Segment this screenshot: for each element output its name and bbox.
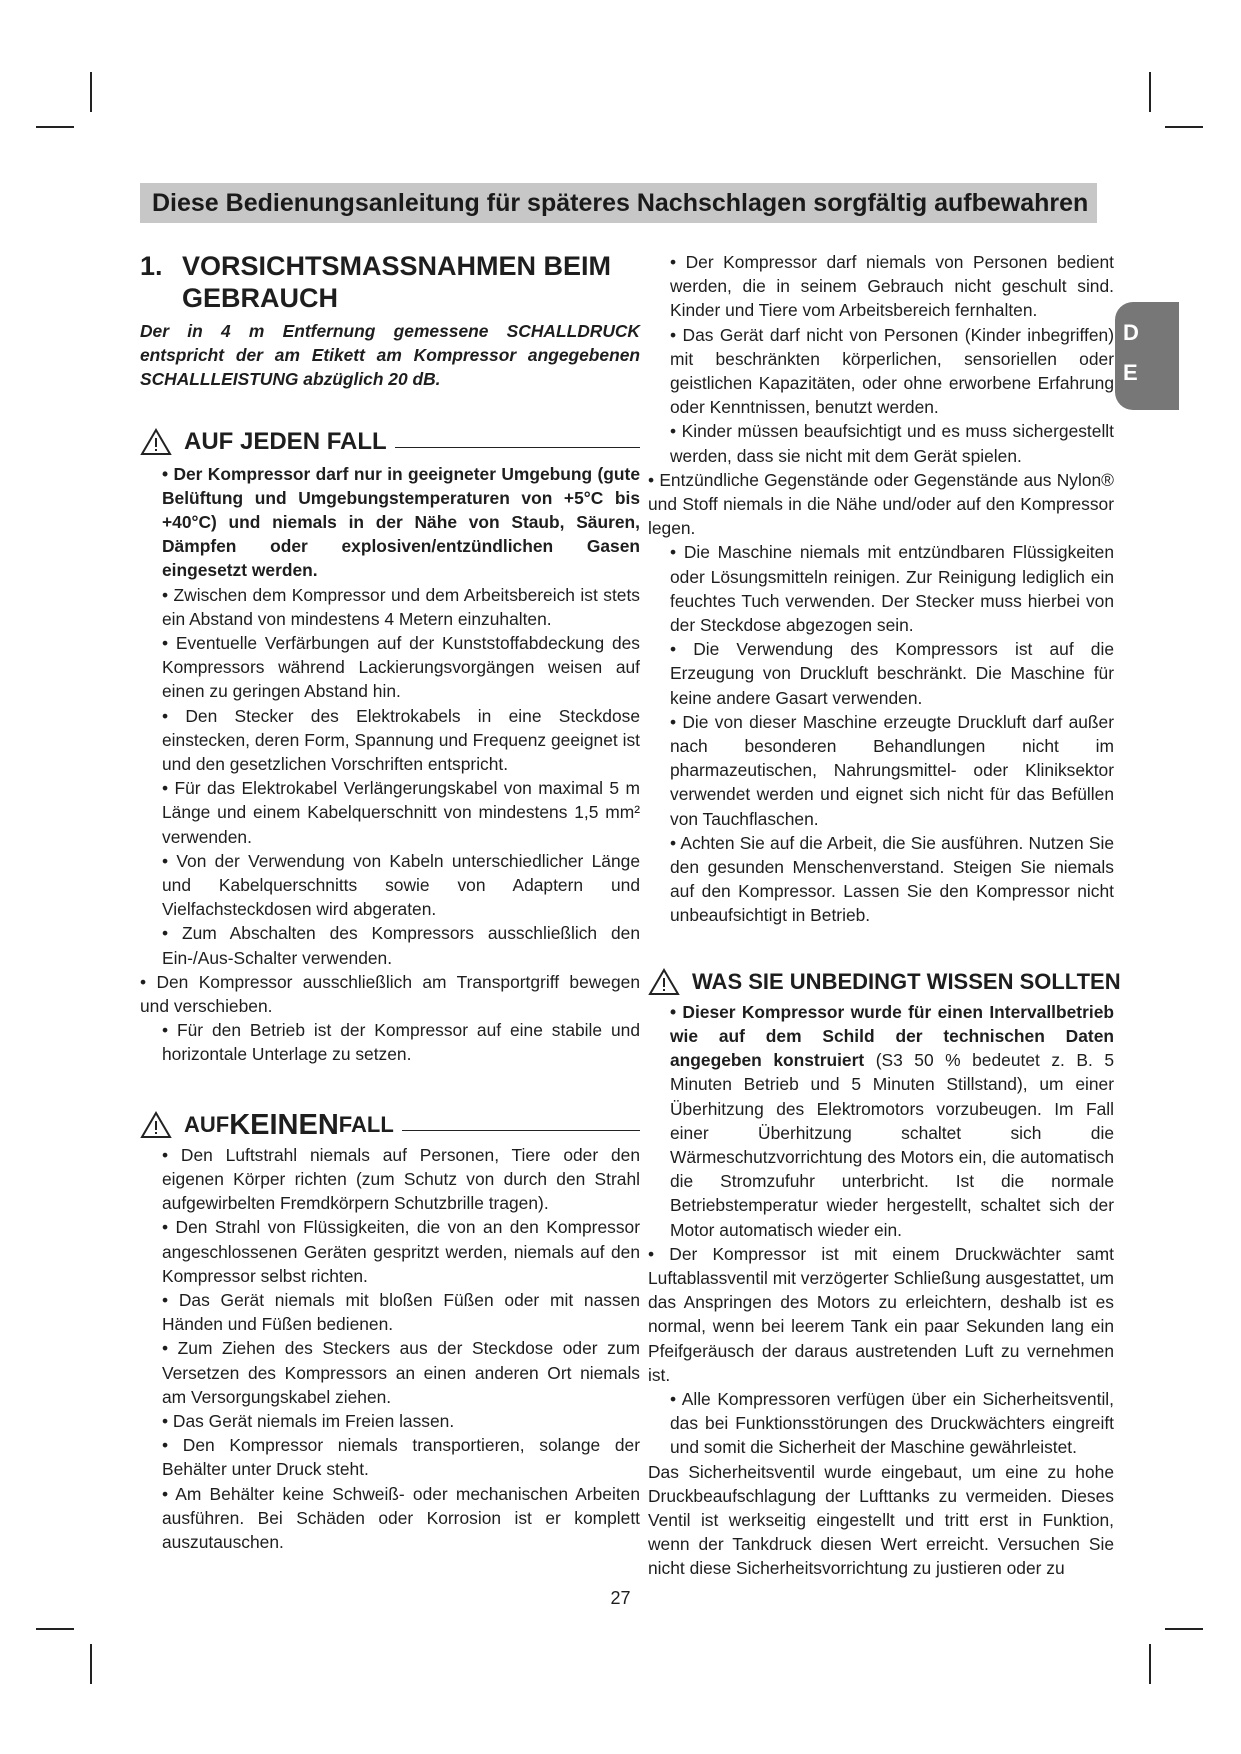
- heading-was-sie-wissen-sollten: [648, 968, 1121, 996]
- sound-pressure-note: Der in 4 m Entfernung gemessene SCHALLDRUCK entspricht der am Etikett am Kompressor angegebenen SCHALLLEISTUNG abzüglich 20 dB.: [140, 321, 640, 390]
- section-number: 1.: [140, 251, 163, 281]
- banner-text: Diese Bedienungsanleitung für späteres Nachschlagen sorgfältig aufbewahren: [152, 189, 1089, 217]
- list-item: • Zwischen dem Kompressor und dem Arbeitsbereich ist stets ein Abstand von mindestens 4 Metern einzuhalten.: [162, 584, 640, 629]
- list-item: • Der Kompressor darf nur in geeigneter Umgebung (gute Belüftung und Umgebungstemperaturen von +5°C bis +40°C) und niemals in der Nähe von Staub, Säuren, Dämpfen oder explosiven/entzündlichen Gasen eingesetzt werden.: [162, 463, 640, 581]
- safety-valve-paragraph: Das Sicherheitsventil wurde eingebaut, um eine zu hohe Druckbeaufschlagung der Lufttanks zu vermeiden. Dieses Ventil ist werkseitig eingestellt und tritt erst in Funktion, wenn der Tankdruck diesen Wert erreicht. Versuchen Sie nicht diese Sicherheitsvorrichtung zu justieren oder zu: [648, 1461, 1114, 1579]
- section-title-line1: VORSICHTSMASSNAHMEN BEIM: [182, 251, 612, 281]
- list-item: • Den Kompressor ausschließlich am Transportgriff bewegen und verschieben.: [140, 971, 640, 1017]
- intermittent-duty-text: (S3 50 % bedeutet z. B. 5 Minuten Betrieb und 5 Minuten Stillstand), um einer Überhitzung des Elektromotors vorzubeugen. Im Fall einer Überhitzung schaltet sich die Wärmeschutzvorrichtung des Motors ein, die automatisch die Stromzufuhr unterbricht. Ist die normale Betriebstemperatur wieder hergestellt, schaltet sich der Motor automatisch wieder ein.: [670, 1050, 1115, 1240]
- list-item: • Von der Verwendung von Kabeln unterschiedlicher Länge und Kabelquerschnitts sowie von Adaptern und Vielfachsteckdosen wird abgeraten.: [162, 850, 640, 920]
- warning-triangle-icon: [140, 428, 172, 456]
- crop-mark: [1149, 1644, 1151, 1684]
- language-tab-letter-2: E: [1123, 360, 1138, 385]
- list-item: • Den Kompressor niemals transportieren, solange der Behälter unter Druck steht.: [162, 1435, 640, 1480]
- wissen-title: WAS SIE UNBEDINGT WISSEN SOLLTEN: [692, 968, 1121, 994]
- keinen-title-b: KEINEN: [229, 1108, 339, 1141]
- list-item: • Die Maschine niemals mit entzündbaren Flüssigkeiten oder Lösungsmitteln reinigen. Zur Reinigung lediglich ein feuchtes Tuch verwenden. Der Stecker muss hierbei von der Steckdose abgezogen sein.: [670, 542, 1114, 636]
- crop-mark: [36, 126, 74, 128]
- keinen-title-a: AUF: [184, 1111, 230, 1137]
- list-item: • Entzündliche Gegenstände oder Gegenstände aus Nylon® und Stoff niemals in die Nähe und/oder auf den Kompressor legen.: [648, 469, 1114, 539]
- crop-mark: [1165, 1628, 1203, 1630]
- list-item: • Zum Ziehen des Steckers aus der Steckdose oder zum Versetzen des Kompressors an einen anderen Ort niemals am Versorgungskabel ziehen.: [162, 1338, 640, 1407]
- list-item: • Der Kompressor ist mit einem Druckwächter samt Luftablassventil mit verzögerter Schließung ausgestattet, um das Anspringen des Motors zu erleichtern, deshalb ist es normal, wenn bei leerem Tank ein paar Sekunden lang ein Pfeifgeräusch der daraus austretenden Luft zu vernehmen ist.: [648, 1243, 1114, 1385]
- crop-mark: [36, 1628, 74, 1630]
- jeden-title: AUF JEDEN FALL: [184, 427, 387, 455]
- warning-triangle-icon: [648, 968, 680, 996]
- list-item: • Das Gerät niemals mit bloßen Füßen oder mit nassen Händen und Füßen bedienen.: [162, 1289, 640, 1335]
- section-title-line2: GEBRAUCH: [182, 283, 339, 313]
- list-item: • Die von dieser Maschine erzeugte Druckluft darf außer nach besonderen Behandlungen nicht im pharmazeutischen, Nahrungsmittel- oder Kliniksektor verwendet werden und eignet sich nicht für das Befüllen von Tauchflaschen.: [670, 711, 1114, 829]
- list-item: • Das Gerät niemals im Freien lassen.: [162, 1410, 455, 1431]
- list-item: • Den Luftstrahl niemals auf Personen, Tiere oder den eigenen Körper richten (zum Schutz von durch den Strahl aufgewirbelten Fremdkörpern Schutzbrille tragen).: [162, 1144, 640, 1214]
- list-item: • Alle Kompressoren verfügen über ein Sicherheitsventil, das bei Funktionsstörungen des Druckwächters eingreift und somit die Sicherheit der Maschine gewährleistet.: [670, 1388, 1114, 1458]
- left-column: [140, 250, 640, 1554]
- list-item: • Den Stecker des Elektrokabels in eine Steckdose einstecken, deren Form, Spannung und Frequenz geeignet ist und den gesetzlichen Vorschriften entspricht.: [162, 705, 640, 775]
- list-item: • Das Gerät darf nicht von Personen (Kinder inbegriffen) mit beschränkten körperlichen, sensoriellen oder geistlichen Kapazitäten, oder ohne erworbene Erfahrung oder Kenntnissen, benutzt werden.: [670, 324, 1114, 418]
- crop-mark: [90, 1644, 92, 1684]
- list-item: • Zum Abschalten des Kompressors ausschließlich den Ein-/Aus-Schalter verwenden.: [162, 923, 640, 968]
- crop-mark: [90, 72, 92, 112]
- list-item: • Achten Sie auf die Arbeit, die Sie ausführen. Nutzen Sie den gesunden Menschenverstand. Steigen Sie niemals auf den Kompressor. Lassen Sie den Kompressor nicht unbeaufsichtigt in Betrieb.: [670, 832, 1114, 926]
- list-item: [670, 1000, 1114, 1242]
- heading-auf-keinen-fall: [140, 1108, 640, 1141]
- heading-auf-jeden-fall: [140, 428, 640, 456]
- keinen-title-c: FALL: [338, 1111, 394, 1137]
- language-tab-letter-1: D: [1123, 320, 1139, 345]
- list-item: • Am Behälter keine Schweiß- oder mechanischen Arbeiten ausführen. Bei Schäden oder Korrosion ist er komplett auszutauschen.: [162, 1483, 640, 1552]
- list-item: • Den Strahl von Flüssigkeiten, die von an den Kompressor angeschlossenen Geräten gespritzt werden, niemals auf den Kompressor selbst richten.: [162, 1217, 640, 1286]
- intermittent-duty-bold: • Dieser Kompressor wurde für einen Intervallbetrieb wie auf dem Schild der technischen Daten angegeben konstruiert: [670, 1001, 1114, 1071]
- header-banner: [140, 183, 1097, 223]
- language-tab: [1115, 302, 1179, 410]
- right-column: [648, 250, 1121, 1581]
- list-item: • Der Kompressor darf niemals von Personen bedient werden, die in seinem Gebrauch nicht geschult sind. Kinder und Tiere vom Arbeitsbereich fernhalten.: [670, 252, 1114, 321]
- section-heading: [140, 250, 640, 314]
- warning-triangle-icon: [140, 1111, 172, 1139]
- list-item: • Eventuelle Verfärbungen auf der Kunststoffabdeckung des Kompressors während Lackierungsvorgängen weisen auf einen zu geringen Abstand hin.: [162, 633, 640, 702]
- list-item: • Die Verwendung des Kompressors ist auf die Erzeugung von Druckluft beschränkt. Die Maschine für keine andere Gasart verwenden.: [670, 639, 1114, 708]
- crop-mark: [1149, 72, 1151, 112]
- crop-mark: [1165, 126, 1203, 128]
- list-item: • Für den Betrieb ist der Kompressor auf eine stabile und horizontale Unterlage zu setzen.: [162, 1020, 640, 1065]
- page-number: 27: [610, 1588, 631, 1608]
- list-item: • Für das Elektrokabel Verlängerungskabel von maximal 5 m Länge und einem Kabelquerschnitt von mindestens 1,5 mm² verwenden.: [162, 778, 640, 847]
- list-item: • Kinder müssen beaufsichtigt und es muss sichergestellt werden, dass sie nicht mit dem Gerät spielen.: [670, 421, 1114, 466]
